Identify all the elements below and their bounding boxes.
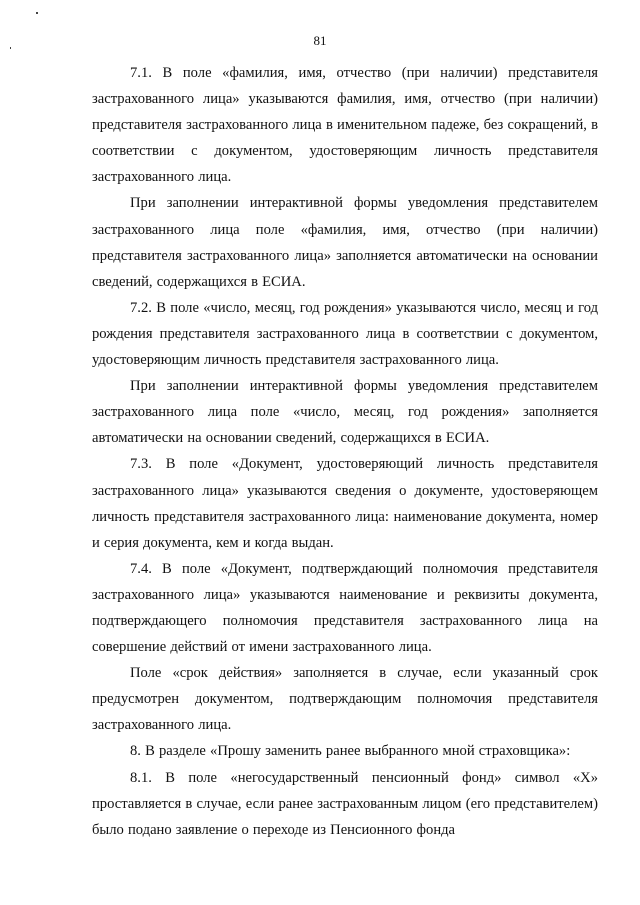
paragraph-7-4: 7.4. В поле «Документ, подтверждающий полномочия представителя застрахованного лица» указываются наименование и реквизиты документа, подтверждающего полномочия представителя застрахованного лица на совершение действий от имени застрахованного лица. [92, 560, 598, 656]
paragraph-7-3: 7.3. В поле «Документ, удостоверяющий личность представителя застрахованного лица» указываются сведения о документе, удостоверяющем личность представителя застрахованного лица: наименование документа, номер и серия документа, кем и когда выдан. [92, 456, 598, 551]
paragraph-7-1: 7.1. В поле «фамилия, имя, отчество (при наличии) представителя застрахованного лица» указываются фамилия, имя, отчество (при наличии) представителя застрахованного лица в именительном падеже, без сокращений, в соответствии с документом, удостоверяющим личность представителя застрахованного лица. [92, 65, 598, 186]
document-body [92, 60, 598, 843]
paragraph-7-1-note: При заполнении интерактивной формы уведомления представителем застрахованного лица поле «фамилия, имя, отчество (при наличии) представителя застрахованного лица» заполняется автоматически на основании сведений, содержащихся в ЕСИА. [92, 195, 598, 290]
paragraph-7-2: 7.2. В поле «число, месяц, год рождения» указываются число, месяц и год рождения представителя застрахованного лица в соответствии с документом, удостоверяющим личность представителя застрахованного лица. [92, 299, 598, 369]
paragraph-7-4-note: Поле «срок действия» заполняется в случае, если указанный срок предусмотрен документом, подтверждающим полномочия представителя застрахованного лица. [92, 665, 598, 734]
paragraph-8-1: 8.1. В поле «негосударственный пенсионный фонд» символ «Х» проставляется в случае, если ранее застрахованным лицом (его представителем) было подано заявление о переходе из Пенсионного фонда [92, 769, 598, 838]
page-number: 81 [313, 33, 327, 48]
section-8-heading: 8. В разделе «Прошу заменить ранее выбранного мной страховщика»: [130, 743, 571, 760]
paragraph-7-2-note: При заполнении интерактивной формы уведомления представителем застрахованного лица поле «число, месяц, год рождения» заполняется автоматически на основании сведений, содержащихся в ЕСИА. [92, 378, 598, 447]
scan-speck [36, 12, 38, 14]
